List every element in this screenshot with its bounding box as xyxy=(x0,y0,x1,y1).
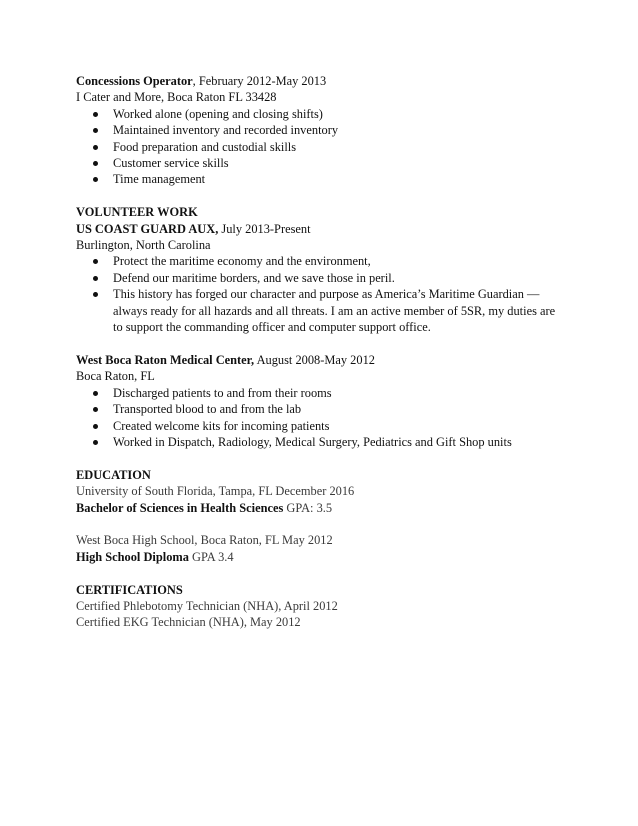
concessions-section xyxy=(76,73,576,188)
highschool-line: West Boca High School, Boca Raton, FL May 2012 xyxy=(76,533,333,548)
volunteer-section xyxy=(76,204,576,335)
list-item: Time management xyxy=(76,171,576,187)
certification-item: Certified EKG Technician (NHA), May 2012 xyxy=(76,615,301,630)
spacer xyxy=(76,335,576,351)
medical-bullets xyxy=(76,385,576,451)
section-heading-certifications: CERTIFICATIONS xyxy=(76,582,183,597)
diploma-name: High School Diploma xyxy=(76,549,189,564)
bullet-icon xyxy=(93,177,98,182)
list-item: Worked in Dispatch, Radiology, Medical Surgery, Pediatrics and Gift Shop units xyxy=(76,434,576,450)
concessions-bullets xyxy=(76,106,576,188)
education-section xyxy=(76,467,576,565)
volunteer-location: Burlington, North Carolina xyxy=(76,238,211,253)
certifications-section xyxy=(76,582,576,631)
list-item: Protect the maritime economy and the environment, xyxy=(76,253,576,269)
volunteer-dates: July 2013-Present xyxy=(218,221,311,236)
degree-name: Bachelor of Sciences in Health Sciences xyxy=(76,500,284,515)
concessions-header xyxy=(76,73,576,89)
volunteer-header xyxy=(76,221,576,237)
medical-section xyxy=(76,352,576,450)
volunteer-bullets xyxy=(76,253,576,335)
list-item: Transported blood to and from the lab xyxy=(76,401,576,417)
job-title: Concessions Operator xyxy=(76,74,193,88)
diploma-gpa: GPA 3.4 xyxy=(188,549,234,564)
employer: I Cater and More, Boca Raton FL 33428 xyxy=(76,90,277,105)
list-item: Defend our maritime borders, and we save those in peril. xyxy=(76,270,576,286)
diploma-line xyxy=(76,549,576,565)
list-item: Discharged patients to and from their rooms xyxy=(76,385,576,401)
bullet-icon xyxy=(93,276,98,281)
certification-item: Certified Phlebotomy Technician (NHA), April 2012 xyxy=(76,598,338,613)
medical-org: West Boca Raton Medical Center, xyxy=(76,352,255,367)
bullet-icon xyxy=(93,128,98,133)
bullet-icon xyxy=(93,259,98,264)
section-heading-education: EDUCATION xyxy=(76,467,151,482)
bullet-icon xyxy=(93,292,98,297)
list-item: This history has forged our character and purpose as America’s Maritime Guardian — always ready for all hazards and all threats. I am an active member of 5SR, my duties are to support the commanding officer and computer support office. xyxy=(76,286,576,335)
list-item: Created welcome kits for incoming patients xyxy=(76,418,576,434)
list-item: Food preparation and custodial skills xyxy=(76,139,576,155)
list-item: Maintained inventory and recorded inventory xyxy=(76,122,576,138)
bullet-icon xyxy=(93,407,98,412)
bullet-icon xyxy=(93,145,98,150)
university-line: University of South Florida, Tampa, FL December 2016 xyxy=(76,484,355,499)
bullet-icon xyxy=(93,161,98,166)
list-item: Worked alone (opening and closing shifts) xyxy=(76,106,576,122)
bullet-icon xyxy=(93,440,98,445)
job-dates: , February 2012-May 2013 xyxy=(192,74,327,88)
list-item: Customer service skills xyxy=(76,155,576,171)
spacer xyxy=(76,565,576,581)
degree-line xyxy=(76,500,576,516)
bullet-icon xyxy=(93,112,98,117)
spacer xyxy=(76,516,576,532)
medical-location: Boca Raton, FL xyxy=(76,369,155,384)
section-heading-volunteer: VOLUNTEER WORK xyxy=(76,205,198,220)
bullet-icon xyxy=(93,391,98,396)
spacer xyxy=(76,450,576,466)
spacer xyxy=(76,188,576,204)
bullet-icon xyxy=(93,424,98,429)
medical-dates: August 2008-May 2012 xyxy=(254,352,375,367)
resume-page xyxy=(76,73,576,631)
degree-gpa: GPA: 3.5 xyxy=(283,500,333,515)
medical-header xyxy=(76,352,576,368)
volunteer-org: US COAST GUARD AUX, xyxy=(76,221,219,236)
